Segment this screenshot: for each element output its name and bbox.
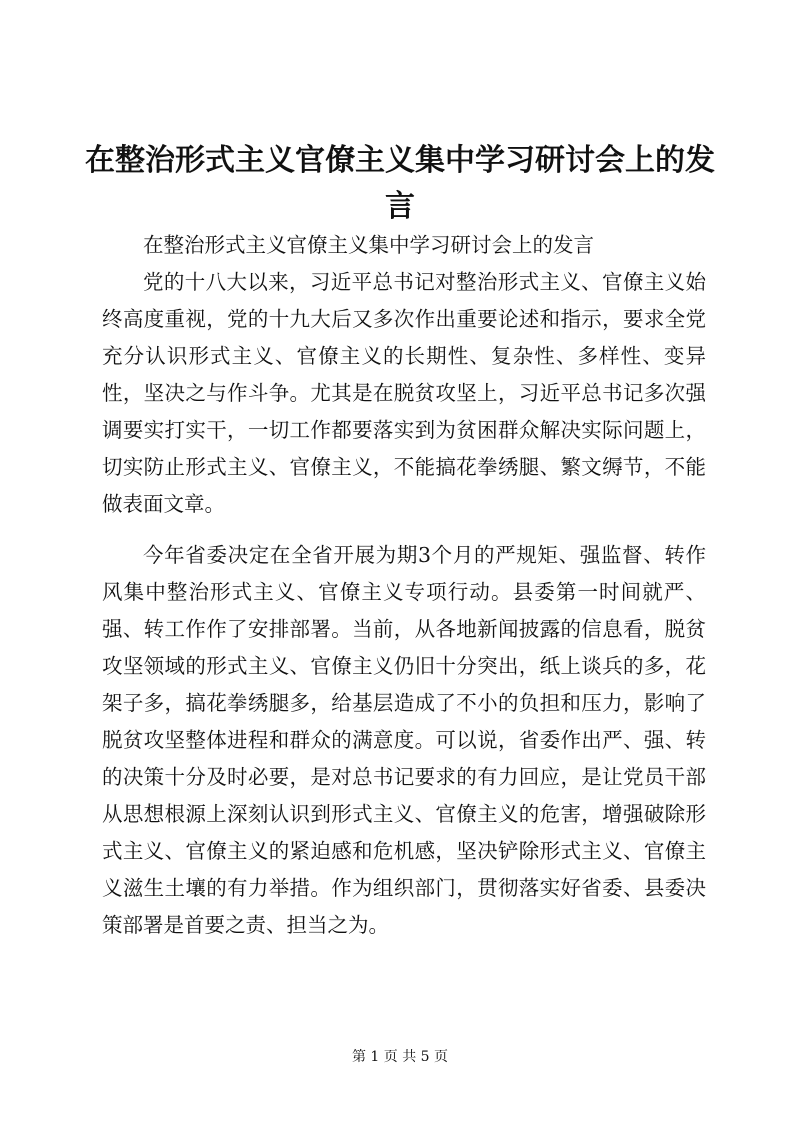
page-footer: 第 1 页 共 5 页 [351,1049,449,1065]
document-title: 在整治形式主义官僚主义集中学习研讨会上的发言 [85,143,715,224]
document-body [102,227,706,944]
body-paragraph-2: 今年省委决定在全省开展为期3个月的严规矩、强监督、转作风集中整治形式主义、官僚主义专项行动。县委第一时间就严、强、转工作作了安排部署。当前，从各地新闻披露的信息看，脱贫攻坚领域的形式主义、官僚主义仍旧十分突出，纸上谈兵的多，花架子多，搞花拳绣腿多，给基层造成了不小的负担和压力，影响了脱贫攻坚整体进程和群众的满意度。可以说，省委作出严、强、转的决策十分及时必要，是对总书记要求的有力回应，是让党员干部从思想根源上深刻认识到形式主义、官僚主义的危害，增强破除形式主义、官僚主义的紧迫感和危机感，坚决铲除形式主义、官僚主义滋生土壤的有力举措。作为组织部门，贯彻落实好省委、县委决策部署是首要之责、担当之为。 [102,543,706,937]
subtitle-paragraph: 在整治形式主义官僚主义集中学习研讨会上的发言 [143,233,594,257]
body-paragraph-1: 党的十八大以来，习近平总书记对整治形式主义、官僚主义始终高度重视，党的十九大后又多次作出重要论述和指示，要求全党充分认识形式主义、官僚主义的长期性、复杂性、多样性、变异性，坚决之与作斗争。尤其是在脱贫攻坚上，习近平总书记多次强调要实打实干，一切工作都要落实到为贫困群众解决实际问题上，切实防止形式主义、官僚主义，不能搞花拳绣腿、繁文缛节，不能做表面文章。 [102,270,706,516]
